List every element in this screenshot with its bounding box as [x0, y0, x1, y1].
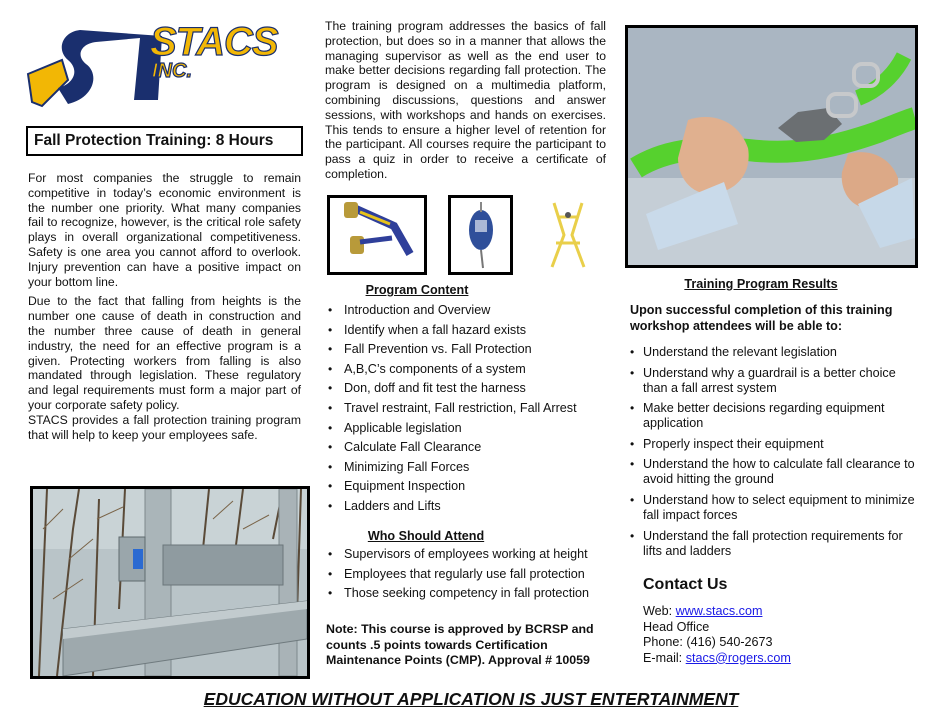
list-item: • Properly inspect their equipment	[629, 437, 921, 452]
contact-phone: Phone: (416) 540-2673	[643, 635, 773, 649]
program-description: The training program addresses the basics of fall protection, but does so in a manner that allows the managing supervisor as well as the end user to make better decisions regarding fall protection. The program is designed on a multimedia platform, combining discussions, questions and answer sessions, with workshops and hands on exercises. This tends to ensure a higher level of retention for the participant. All courses require the participant to pass a quiz in order to receive a certificate of completion.	[325, 19, 606, 181]
list-item: • Understand the fall protection requirements for lifts and ladders	[629, 529, 921, 559]
intro-paragraph-1: For most companies the struggle to remain competitive in today’s economic environment is the number one priority. What many companies fail to recognize, however, is the critical role safety plays in overall organizational competitiveness. Safety is one area you cannot afford to overlook. Injury prevention can have a positive impact on your bottom line.	[28, 171, 301, 289]
list-item: • Fall Prevention vs. Fall Protection	[326, 340, 616, 360]
list-item: • Those seeking competency in fall protection	[326, 584, 616, 604]
email-link[interactable]: stacs@rogers.com	[685, 650, 791, 665]
contact-block	[643, 604, 913, 666]
logo-suffix: INC.	[152, 60, 192, 82]
list-item: • Make better decisions regarding equipment application	[629, 401, 921, 431]
email-label: E-mail:	[643, 650, 686, 665]
results-heading: Training Program Results	[684, 277, 838, 291]
program-content-list	[326, 301, 616, 517]
lanyard-image	[330, 198, 424, 272]
steel-structure-photo	[30, 486, 310, 679]
list-item: • A,B,C’s components of a system	[326, 360, 616, 380]
results-intro: Upon successful completion of this training workshop attendees will be able to:	[630, 303, 893, 333]
list-item: • Travel restraint, Fall restriction, Fall Arrest	[326, 399, 616, 419]
company-logo	[22, 22, 290, 114]
list-item: • Calculate Fall Clearance	[326, 438, 616, 458]
harness-image	[536, 195, 600, 275]
steel-structure-image	[33, 489, 307, 676]
retractable-lifeline-photo	[448, 195, 513, 275]
list-item: • Employees that regularly use fall protection	[326, 565, 616, 585]
list-item: • Identify when a fall hazard exists	[326, 321, 616, 341]
logo-company-name: STACS	[150, 20, 278, 64]
lanyard-hands-image	[628, 28, 915, 265]
intro-paragraph-3: STACS provides a fall protection training program that will help to keep your employees safe.	[28, 412, 301, 442]
who-should-attend-list	[326, 545, 616, 604]
results-list	[629, 345, 921, 564]
contact-web	[643, 604, 913, 620]
list-item: • Don, doff and fit test the harness	[326, 379, 616, 399]
harness-photo	[536, 195, 600, 275]
list-item: • Equipment Inspection	[326, 477, 616, 497]
list-item: • Understand the relevant legislation	[629, 345, 921, 360]
approval-note: Note: This course is approved by BCRSP and counts .5 points towards Certification Maintenance Points (CMP). Approval # 10059	[326, 622, 594, 667]
website-link[interactable]: www.stacs.com	[675, 604, 763, 618]
list-item: • Understand why a guardrail is a better choice than a fall arrest system	[629, 366, 921, 396]
list-item: • Ladders and Lifts	[326, 497, 616, 517]
list-item: • Applicable legislation	[326, 419, 616, 439]
who-should-attend-heading: Who Should Attend	[367, 529, 485, 543]
list-item: • Introduction and Overview	[326, 301, 616, 321]
course-title: Fall Protection Training: 8 Hours	[34, 132, 274, 149]
tagline: EDUCATION WITHOUT APPLICATION IS JUST ENTERTAINMENT	[203, 689, 739, 709]
contact-email	[643, 651, 913, 667]
web-label: Web:	[643, 604, 676, 618]
contact-office: Head Office	[643, 619, 710, 634]
list-item: • Understand how to select equipment to minimize fall impact forces	[629, 493, 921, 523]
list-item: • Supervisors of employees working at height	[326, 545, 616, 565]
shock-absorber-lanyard-photo	[327, 195, 427, 275]
intro-paragraph-2: Due to the fact that falling from heights is the number one cause of death in construction and the number three cause of death in general industry, the need for an effective program is a given. Protecting workers from falling is also mandated through legislation. These regulatory and legal requirements must form a major part of your corporate safety policy.	[28, 294, 301, 412]
intro-text	[28, 171, 301, 442]
lanyard-hands-photo	[625, 25, 918, 268]
list-item: • Minimizing Fall Forces	[326, 458, 616, 478]
contact-heading: Contact Us	[643, 576, 728, 593]
list-item: • Understand the how to calculate fall clearance to avoid hitting the ground	[629, 457, 921, 487]
program-content-heading: Program Content	[365, 283, 469, 297]
course-title-box	[26, 126, 303, 156]
retractable-image	[451, 198, 510, 272]
